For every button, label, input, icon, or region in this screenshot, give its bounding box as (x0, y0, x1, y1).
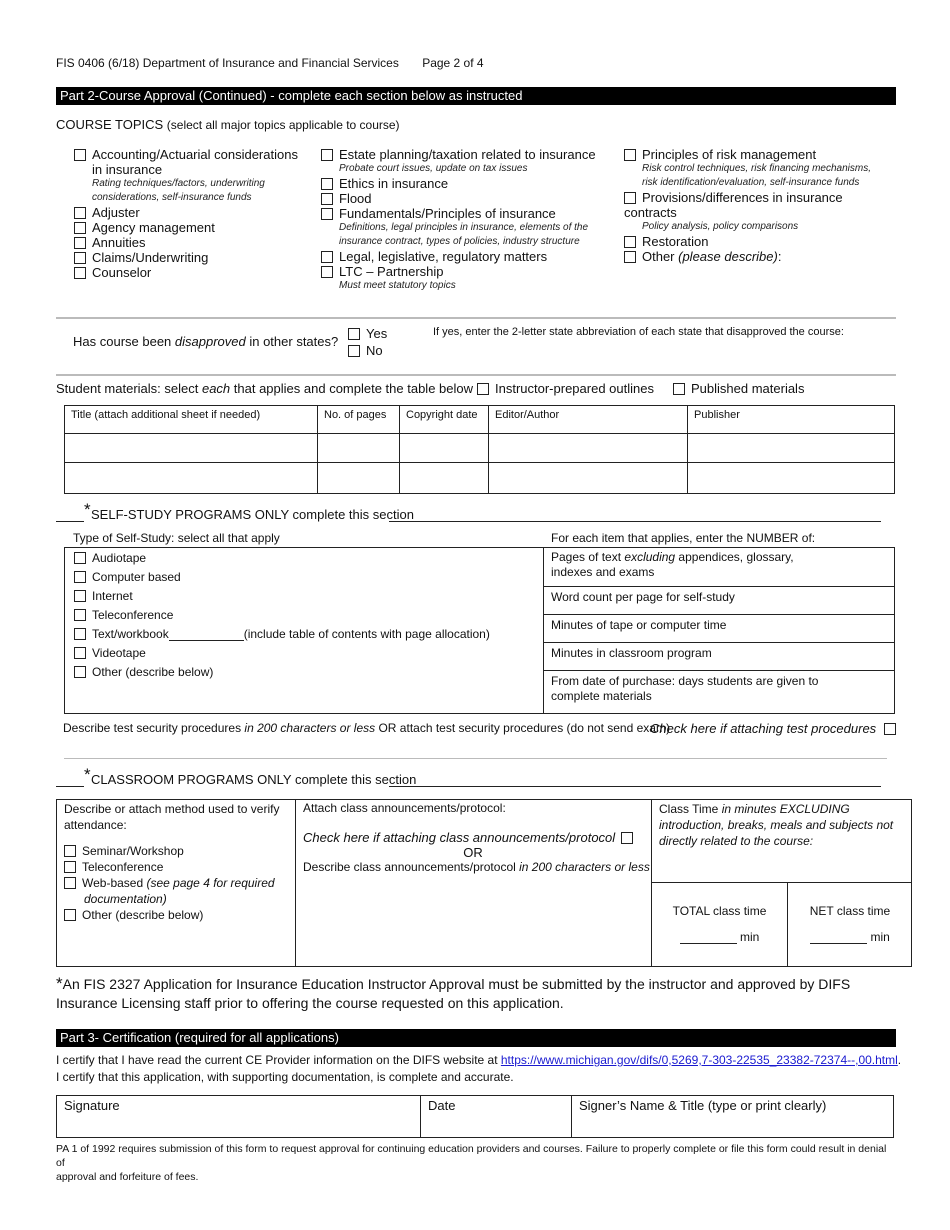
counselor-checkbox[interactable] (74, 267, 86, 279)
table-cell[interactable] (400, 434, 489, 463)
page-number: Page 2 of 4 (422, 56, 484, 70)
materials-label: Student materials: select each that applies and complete the table below (56, 381, 474, 396)
part3-bar: Part 3- Certification (required for all applications) (56, 1029, 896, 1047)
other-topic-checkbox[interactable] (624, 251, 636, 263)
accounting-sub-2: considerations, self-insurance funds (92, 192, 252, 203)
audiotape-label: Audiotape (92, 551, 147, 565)
attendance-label-2: attendance: (64, 818, 127, 832)
videotape-checkbox[interactable] (74, 647, 86, 659)
signature-label[interactable]: Signature (64, 1098, 120, 1113)
other-selfstudy-checkbox[interactable] (74, 666, 86, 678)
announcements-check-label: Check here if attaching class announcements/protocol (303, 830, 616, 845)
announcements-label: Attach class announcements/protocol: (303, 801, 506, 815)
table-cell[interactable] (688, 463, 895, 494)
web-based-note: (see page 4 for required (146, 876, 275, 890)
restoration-label: Restoration (642, 234, 709, 249)
selfstudy-star: * (84, 500, 91, 519)
annuities-label: Annuities (92, 235, 146, 250)
count-tape[interactable]: Minutes of tape or computer time (543, 615, 895, 643)
form-id: FIS 0406 (6/18) Department of Insurance and Financial Services (56, 56, 399, 70)
col-pages: No. of pages (318, 406, 400, 434)
signature-div-1 (420, 1095, 421, 1138)
signature-div-2 (571, 1095, 572, 1138)
part2-bar: Part 2-Course Approval (Continued) - complete each section below as instructed (56, 87, 896, 105)
ltc-label: LTC – Partnership (339, 264, 444, 279)
ethics-label: Ethics in insurance (339, 176, 449, 191)
teleconference-checkbox[interactable] (74, 609, 86, 621)
net-time (788, 904, 912, 944)
or-label: OR (463, 845, 483, 860)
provisions-label: Provisions/differences in insurance (642, 190, 843, 205)
other-selfstudy-label: Other (describe below) (92, 665, 214, 679)
web-based-checkbox[interactable] (64, 877, 76, 889)
selfstudy-number-label: For each item that applies, enter the NUMBER of: (551, 531, 816, 545)
col-copyright: Copyright date (400, 406, 489, 434)
textbook-blank[interactable] (169, 629, 244, 641)
textbook-note: (include table of contents with page allocation) (243, 627, 490, 641)
date-label[interactable]: Date (428, 1098, 456, 1113)
ethics-checkbox[interactable] (321, 178, 333, 190)
count-days[interactable]: From date of purchase: days students are given to complete materials (551, 674, 819, 703)
published-label: Published materials (691, 381, 805, 396)
selfstudy-line-left (56, 521, 84, 522)
flood-checkbox[interactable] (321, 193, 333, 205)
telecon-class-label: Teleconference (82, 860, 164, 874)
outlines-label: Instructor-prepared outlines (495, 381, 654, 396)
other-topic-label-italic: (please describe) (678, 249, 778, 264)
table-cell[interactable] (489, 434, 688, 463)
footer-note: PA 1 of 1992 requires submission of this form to request approval for continuing education providers and courses. Failure to properly complete or file this form could result in denial of approval and forfeiture of fees. (56, 1143, 887, 1183)
net-min-label: min (870, 930, 890, 944)
table-cell[interactable] (318, 463, 400, 494)
certify-line-1: I certify that I have read the current CE Provider information on the DIFS website at https://www.michigan.gov/difs/0,5269,7-303-22535_23382-72374--,00.html. (56, 1053, 902, 1067)
table-cell[interactable] (65, 434, 318, 463)
table-cell[interactable] (65, 463, 318, 494)
disapproved-yes-label: Yes (366, 326, 388, 341)
classroom-div-1 (295, 799, 296, 967)
disapproved-no-checkbox[interactable] (348, 345, 360, 357)
disapproved-note: If yes, enter the 2-letter state abbreviation of each state that disapproved the course: (433, 326, 844, 338)
web-based-label: Web-based (82, 876, 147, 890)
describe-label-italic: in 200 characters or less (519, 860, 650, 874)
outlines-checkbox[interactable] (477, 383, 489, 395)
fundamentals-sub: Definitions, legal principles in insurance, elements of the (339, 222, 589, 233)
count-words[interactable]: Word count per page for self-study (543, 587, 895, 615)
selfstudy-title: SELF-STUDY PROGRAMS ONLY complete this section (91, 507, 414, 522)
table-cell[interactable] (400, 463, 489, 494)
col-title: Title (attach additional sheet if needed) (65, 406, 318, 434)
signer-label[interactable]: Signer’s Name & Title (type or print clearly) (579, 1098, 827, 1113)
col-publisher: Publisher (688, 406, 895, 434)
describe-label: Describe class announcements/protocol (303, 860, 520, 874)
announcements-checkbox[interactable] (621, 832, 633, 844)
audiotape-checkbox[interactable] (74, 552, 86, 564)
total-time-label: TOTAL class time (672, 904, 767, 918)
principles-sub-2: risk identification/evaluation, self-insurance funds (642, 177, 860, 188)
textbook-label: Text/workbook (92, 627, 169, 641)
class-time-section: Class Time in minutes EXCLUDING introduction, breaks, meals and subjects not directly related to the course: (659, 802, 894, 848)
topics-col3 (624, 147, 894, 264)
fundamentals-checkbox[interactable] (321, 208, 333, 220)
accounting-sub: Rating techniques/factors, underwriting (92, 178, 265, 189)
adjuster-label: Adjuster (92, 205, 140, 220)
classroom-div-3 (651, 882, 912, 883)
agency-checkbox[interactable] (74, 222, 86, 234)
restoration-checkbox[interactable] (624, 236, 636, 248)
claims-label: Claims/Underwriting (92, 250, 209, 265)
total-time-input[interactable] (680, 932, 737, 944)
table-row[interactable] (65, 434, 895, 463)
instructor-note: *An FIS 2327 Application for Insurance Education Instructor Approval must be submitted by the instructor and approved by DIFS Insurance Licensing staff prior to offering the course requested on this application. (56, 974, 851, 1011)
divider-2 (56, 374, 896, 376)
internet-label: Internet (92, 589, 133, 603)
agency-label: Agency management (92, 220, 215, 235)
test-procedures-check (650, 721, 902, 736)
adjuster-checkbox[interactable] (74, 207, 86, 219)
computer-checkbox[interactable] (74, 571, 86, 583)
table-cell[interactable] (318, 434, 400, 463)
estate-checkbox[interactable] (321, 149, 333, 161)
legal-label: Legal, legislative, regulatory matters (339, 249, 548, 264)
total-time (652, 904, 787, 944)
legal-checkbox[interactable] (321, 251, 333, 263)
selfstudy-line-right (389, 521, 881, 522)
table-header-row (65, 406, 895, 434)
certify-line-2: I certify that this application, with supporting documentation, is complete and accurate. (56, 1070, 514, 1084)
provisions-checkbox[interactable] (624, 192, 636, 204)
fundamentals-sub-2: insurance contract, types of policies, industry structure (339, 236, 580, 247)
count-classroom[interactable]: Minutes in classroom program (543, 643, 895, 671)
ltc-sub: Must meet statutory topics (339, 280, 456, 291)
annuities-checkbox[interactable] (74, 237, 86, 249)
course-topics-label: COURSE TOPICS (select all major topics applicable to course) (56, 117, 400, 132)
classroom-title: CLASSROOM PROGRAMS ONLY complete this section (91, 772, 417, 787)
principles-sub: Risk control techniques, risk financing mechanisms, (642, 163, 871, 174)
table-cell[interactable] (489, 463, 688, 494)
divider-1 (56, 317, 896, 319)
test-procedures-label: Check here if attaching test procedures (650, 721, 877, 736)
selfstudy-types (74, 551, 534, 684)
internet-checkbox[interactable] (74, 590, 86, 602)
teleconference-label: Teleconference (92, 608, 174, 622)
table-cell[interactable] (688, 434, 895, 463)
accounting-label-2: in insurance (92, 162, 163, 177)
test-procedures-checkbox[interactable] (884, 723, 896, 735)
attendance-label: Describe or attach method used to verify (64, 802, 280, 816)
classroom-star: * (84, 765, 91, 784)
announcements-section (303, 801, 648, 874)
col-editor: Editor/Author (489, 406, 688, 434)
total-min-label: min (740, 930, 760, 944)
disapproved-no-label: No (366, 343, 383, 358)
selfstudy-counts (543, 547, 895, 713)
ltc-checkbox[interactable] (321, 266, 333, 278)
flood-label: Flood (339, 191, 372, 206)
topics-col2 (321, 147, 611, 293)
accounting-label: Accounting/Actuarial considerations (92, 147, 298, 162)
seminar-label: Seminar/Workshop (82, 844, 184, 858)
computer-label: Computer based (92, 570, 181, 584)
counselor-label: Counselor (92, 265, 152, 280)
disapproved-options (348, 326, 387, 358)
web-based-note-2: documentation) (84, 892, 167, 906)
telecon-class-checkbox[interactable] (64, 861, 76, 873)
claims-checkbox[interactable] (74, 252, 86, 264)
materials-opt-published (673, 381, 804, 396)
accounting-checkbox[interactable] (74, 149, 86, 161)
other-class-label: Other (describe below) (82, 908, 204, 922)
disapproved-yes-checkbox[interactable] (348, 328, 360, 340)
other-class-checkbox[interactable] (64, 909, 76, 921)
net-time-input[interactable] (810, 932, 867, 944)
topics-col1 (74, 147, 314, 280)
provisions-sub: Policy analysis, policy comparisons (642, 221, 799, 232)
principles-checkbox[interactable] (624, 149, 636, 161)
seminar-checkbox[interactable] (64, 845, 76, 857)
table-row[interactable] (65, 463, 895, 494)
videotape-label: Videotape (92, 646, 146, 660)
net-time-label: NET class time (809, 904, 891, 918)
disapproved-question: Has course been disapproved in other states? (73, 334, 339, 349)
estate-sub: Probate court issues, update on tax issues (339, 163, 528, 174)
textbook-checkbox[interactable] (74, 628, 86, 640)
attendance-section (64, 801, 289, 923)
test-security: Describe test security procedures in 200 characters or less OR attach test security procedures (do not send exam) (63, 721, 670, 735)
classroom-line-right (389, 786, 881, 787)
selfstudy-type-label: Type of Self-Study: select all that apply (73, 531, 280, 545)
count-pages[interactable]: Pages of text excluding appendices, glossary, indexes and exams (543, 547, 895, 587)
other-topic-label: Other (642, 249, 679, 264)
principles-label: Principles of risk management (642, 147, 817, 162)
estate-label: Estate planning/taxation related to insurance (339, 147, 596, 162)
materials-opt-outlines (477, 381, 654, 396)
test-security-line[interactable] (64, 758, 887, 759)
provisions-label-2: contracts (624, 205, 677, 220)
other-topic-colon: : (777, 249, 782, 264)
classroom-line-left (56, 786, 84, 787)
form-header (56, 56, 484, 70)
published-checkbox[interactable] (673, 383, 685, 395)
materials-table (64, 405, 895, 494)
difs-website-link[interactable]: https://www.michigan.gov/difs/0,5269,7-303-22535_23382-72374--,00.html (500, 1053, 898, 1067)
fundamentals-label: Fundamentals/Principles of insurance (339, 206, 556, 221)
